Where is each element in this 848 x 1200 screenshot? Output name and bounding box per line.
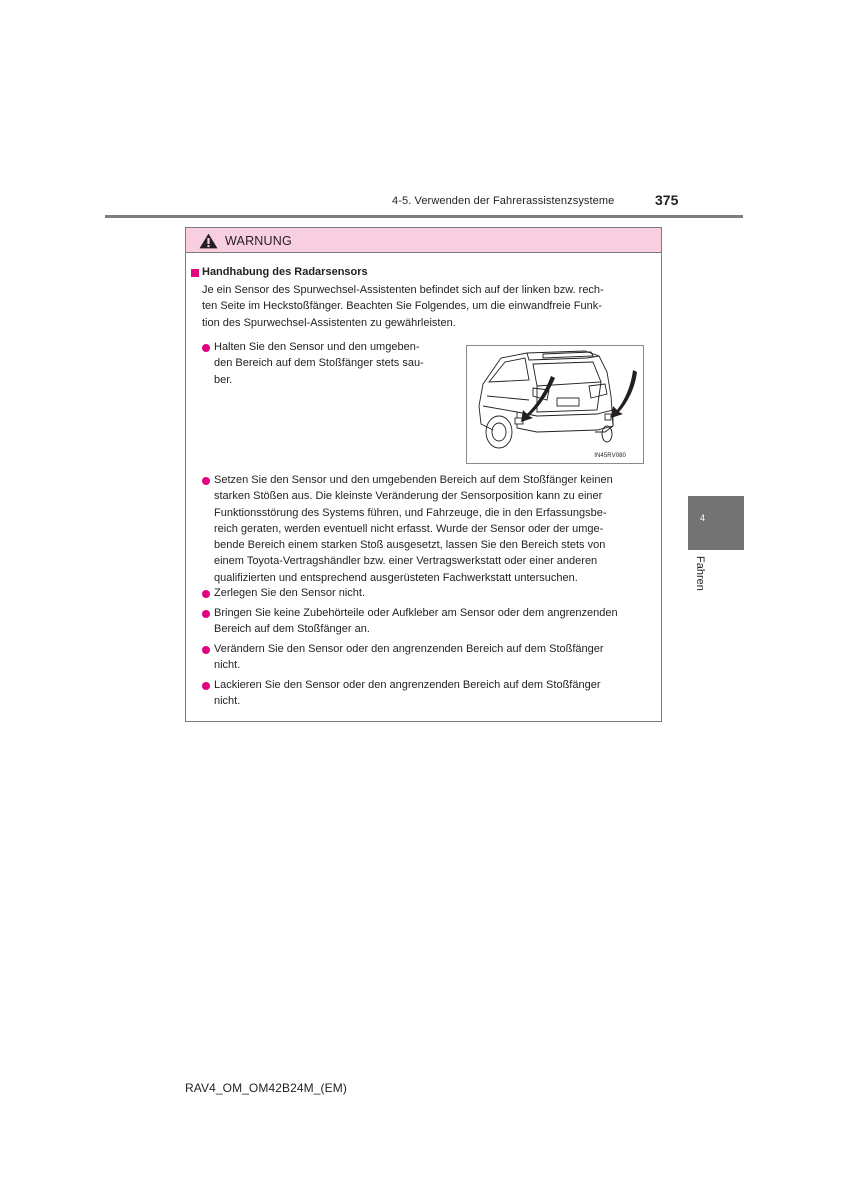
bullet-icon	[202, 344, 210, 352]
list-item	[214, 339, 452, 388]
car-rear-sensor-illustration	[466, 345, 644, 464]
section-title: Handhabung des Radarsensors	[202, 266, 368, 278]
text-line: reich geraten, werden eventuell nicht erfasst. Wurde der Sensor oder der umge-	[214, 522, 604, 535]
list-item	[214, 677, 658, 710]
text-line: bende Bereich einem starken Stoß ausgesetzt, lassen Sie den Bereich stets von	[214, 539, 606, 552]
text-line: Setzen Sie den Sensor und den umgebenden Bereich auf dem Stoßfänger keinen	[214, 474, 613, 486]
text-line: Je ein Sensor des Spurwechsel-Assistenten befindet sich auf der linken bzw. rech-	[202, 284, 604, 296]
intro-paragraph	[202, 282, 653, 331]
warning-header	[186, 228, 661, 253]
list-item	[214, 472, 658, 586]
text-line: Funktionsstörung des Systems führen, und Fahrzeuge, die in den Erfassungsbe-	[214, 506, 607, 519]
text-line: starken Stößen aus. Die kleinste Veränderung der Sensorposition kann zu einer	[214, 490, 603, 503]
text-line: Bereich auf dem Stoßfänger an.	[214, 623, 370, 636]
text-line: Zerlegen Sie den Sensor nicht.	[214, 587, 366, 599]
list-item	[214, 605, 658, 638]
chapter-number: 4	[700, 513, 706, 523]
text-line: ten Seite im Heckstoßfänger. Beachten Sie Folgendes, um die einwandfreie Funk-	[202, 300, 602, 313]
warning-triangle-icon	[199, 233, 218, 249]
bullet-icon	[202, 610, 210, 618]
text-line: Halten Sie den Sensor und den umgeben-	[214, 341, 420, 353]
header-rule	[105, 215, 743, 218]
bullet-icon	[202, 477, 210, 485]
text-line: tion des Spurwechsel-Assistenten zu gewährleisten.	[202, 316, 456, 329]
text-line: ber.	[214, 373, 233, 386]
text-line: qualifizierten und entsprechend ausgerüsteten Fachwerkstatt untersuchen.	[214, 571, 578, 584]
list-item	[214, 585, 658, 601]
bullet-icon	[202, 646, 210, 654]
warning-box	[185, 227, 662, 722]
list-item	[214, 641, 658, 674]
running-header: 4-5. Verwenden der Fahrerassistenzsysteme	[392, 195, 615, 207]
chapter-tab	[688, 496, 744, 550]
page-number: 375	[655, 192, 679, 208]
text-line: Bringen Sie keine Zubehörteile oder Aufkleber am Sensor oder dem angrenzenden	[214, 607, 618, 619]
text-line: den Bereich auf dem Stoßfänger stets sau-	[214, 357, 424, 370]
text-line: Verändern Sie den Sensor oder den angrenzenden Bereich auf dem Stoßfänger	[214, 643, 604, 655]
chapter-label: Fahren	[694, 556, 706, 591]
car-rear-drawing	[467, 346, 643, 463]
text-line: Lackieren Sie den Sensor oder den angrenzenden Bereich auf dem Stoßfänger	[214, 679, 601, 691]
section-marker-icon	[191, 269, 199, 277]
bullet-icon	[202, 590, 210, 598]
bullet-icon	[202, 682, 210, 690]
document-code: RAV4_OM_OM42B24M_(EM)	[185, 1081, 347, 1095]
text-line: nicht.	[214, 659, 241, 672]
text-line: nicht.	[214, 695, 241, 708]
text-line: einem Toyota-Vertragshändler bzw. einer Vertragswerkstatt oder einer anderen	[214, 555, 598, 568]
warning-label: WARNUNG	[225, 234, 292, 248]
illustration-code: IN45RV080	[594, 453, 626, 459]
